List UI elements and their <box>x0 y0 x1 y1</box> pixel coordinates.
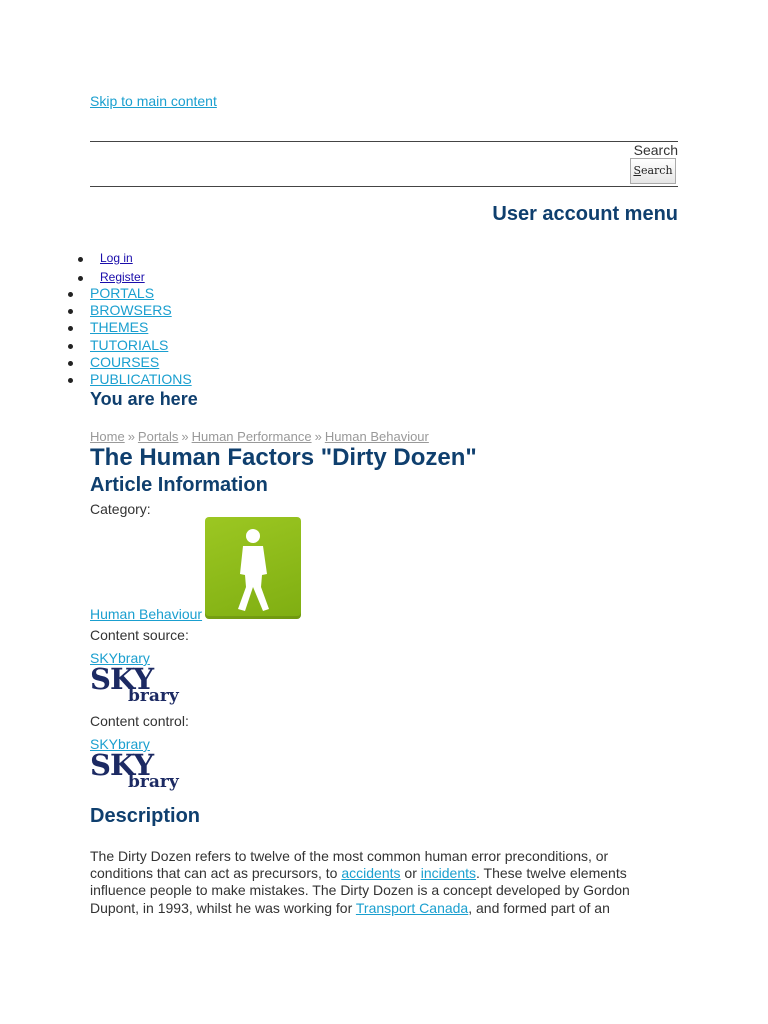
category-label: Category: <box>90 501 151 517</box>
user-account-menu <box>100 250 145 288</box>
search-divider-bottom <box>90 186 678 187</box>
accidents-link[interactable]: accidents <box>341 865 401 882</box>
search-button-accesskey: S <box>633 164 641 177</box>
description-text-part: The Dirty Dozen refers to twelve of the most common human error preconditions, or conditions that can act as precursors, to <box>90 848 609 882</box>
description-text <box>90 848 670 917</box>
user-account-menu-heading: User account menu <box>492 203 678 225</box>
breadcrumb-separator: » <box>314 429 322 444</box>
breadcrumb-human-performance[interactable]: Human Performance <box>191 429 312 444</box>
main-menu-item-browsers <box>90 302 192 319</box>
content-source-label: Content source: <box>90 627 189 643</box>
content-control-link[interactable]: SKYbrary <box>90 736 150 752</box>
category-link[interactable]: Human Behaviour <box>90 606 203 622</box>
tutorials-link[interactable]: TUTORIALS <box>90 336 169 353</box>
content-control-label: Content control: <box>90 713 189 729</box>
description-heading: Description <box>90 805 201 827</box>
search-button[interactable] <box>630 158 676 184</box>
skip-to-main-content-link[interactable]: Skip to main content <box>90 93 217 109</box>
content-source-link[interactable]: SKYbrary <box>90 650 150 666</box>
search-input[interactable] <box>90 145 624 183</box>
transport-canada-link[interactable]: Transport Canada <box>355 899 469 916</box>
main-menu-item-publications <box>90 371 192 388</box>
portals-link[interactable]: PORTALS <box>90 285 155 301</box>
main-menu-item-themes <box>90 319 192 336</box>
search-label: Search <box>633 142 678 158</box>
breadcrumb <box>90 429 429 444</box>
search-button-label: earch <box>640 164 673 177</box>
account-menu-item-login <box>100 250 145 269</box>
breadcrumb-human-behaviour[interactable]: Human Behaviour <box>324 429 429 444</box>
skybrary-logo-brary: brary <box>128 772 179 792</box>
skybrary-logo <box>90 748 190 794</box>
main-menu <box>90 285 192 388</box>
description-text-part: . These twelve elements influence people to make mistakes. The Dirty Dozen is a concept developed by Gordon Dupont, in 1993, whilst he was working for <box>90 865 630 916</box>
description-text-part: , and formed part of an <box>468 899 610 916</box>
main-menu-item-courses <box>90 354 192 371</box>
login-link[interactable]: Log in <box>100 251 133 265</box>
courses-link[interactable]: COURSES <box>90 353 160 370</box>
main-menu-item-portals <box>90 285 192 302</box>
page-title: The Human Factors "Dirty Dozen" <box>90 444 477 471</box>
incidents-link[interactable]: incidents <box>420 865 477 882</box>
skybrary-logo-sky: SKY <box>90 748 154 782</box>
register-link[interactable]: Register <box>100 270 145 284</box>
breadcrumb-portals[interactable]: Portals <box>137 429 179 444</box>
main-menu-item-tutorials <box>90 337 192 354</box>
themes-link[interactable]: THEMES <box>90 319 149 336</box>
breadcrumb-home[interactable]: Home <box>90 429 125 444</box>
skybrary-logo <box>90 662 190 708</box>
search-divider-top <box>90 141 678 142</box>
you-are-here-heading: You are here <box>90 389 198 409</box>
skybrary-logo-brary: brary <box>128 686 179 706</box>
skybrary-logo-sky: SKY <box>90 662 154 696</box>
article-information-heading: Article Information <box>90 474 268 496</box>
category-tile[interactable] <box>205 517 301 619</box>
breadcrumb-separator: » <box>181 429 189 444</box>
publications-link[interactable]: PUBLICATIONS <box>90 370 192 387</box>
breadcrumb-separator: » <box>127 429 135 444</box>
browsers-link[interactable]: BROWSERS <box>90 302 172 319</box>
person-icon <box>205 517 301 619</box>
description-text-part: or <box>400 865 421 882</box>
